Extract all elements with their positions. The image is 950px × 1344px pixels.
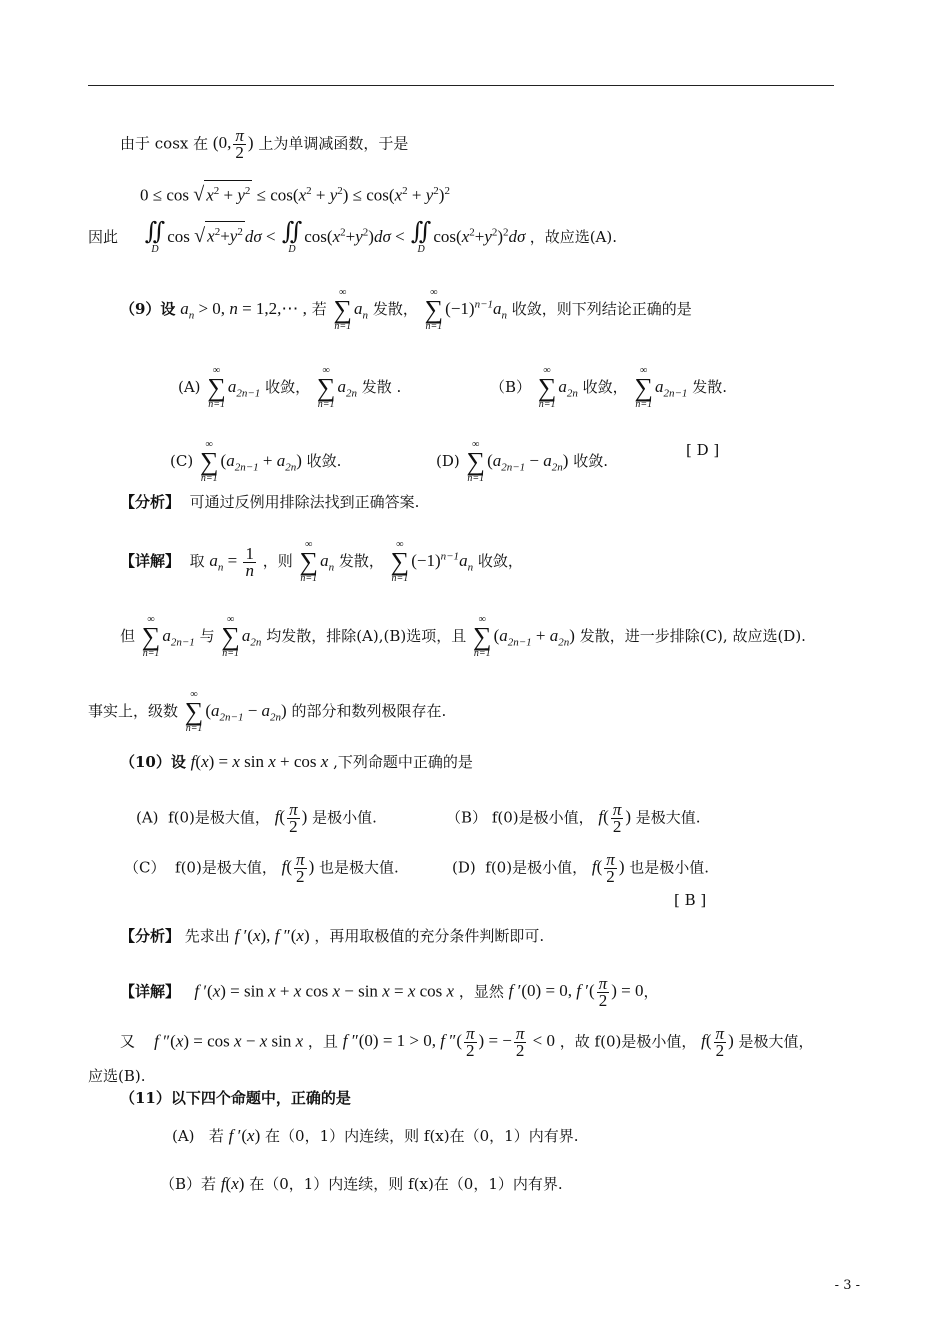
option-9b: （B） ∞ ∑ n=1 $a_{2n}$ 收敛， ∞ ∑ n=1 $a_{2n-1}$ 发散.	[490, 365, 727, 410]
answer-9: [ D ]	[686, 441, 720, 459]
solution-10-line3: 应选(B).	[88, 1067, 146, 1085]
page-number: - 3 -	[834, 1278, 860, 1293]
inequality: 0 ≤ cos √ $x^2 + y^2 \le \cos(x^2 + y^2) \le \cos(x^2 + y^2)^2$	[140, 180, 450, 206]
option-10d: (D) f(0)是极小值， f( $\frac{\pi}{2}$ ) 也是极小值.	[452, 850, 710, 886]
option-10a: (A) f(0)是极大值， f( $\frac{\pi}{2}$ ) 是极小值.	[136, 800, 377, 836]
option-9c: (C) ∞ ∑ n=1 $(a_{2n-1} + a_{2n})$ 收敛.	[170, 439, 342, 484]
option-9d: (D) ∞ ∑ n=1 $(a_{2n-1} - a_{2n})$ 收敛.	[436, 439, 608, 484]
question-10: （10）设 f(x) = x sin x + cos x ,下列命题中正确的是	[120, 752, 473, 771]
header-rule	[88, 85, 834, 86]
solution-10: 【详解】 f ′(x) = sin x + x cos x − sin x = x cos x ，显然 f ′(0) = 0, f ′( $\frac{\pi}{2}$ ) = 0，	[120, 974, 659, 1010]
solution-10-line2: 又 f ″(x) = cos x − x sin x ，且 f ″(0) = 1 > 0, f ″( $\frac{\pi}{2}$ ) = − $\frac{\pi}{2}$ < 0 ，故 f(0)是极小值， f( $\frac{\pi}{2}$ ) 是极大值，	[120, 1024, 814, 1060]
option-9a: (A) ∞ ∑ n=1 $a_{2n-1}$ 收敛， ∞ ∑ n=1 $a_{2n}$ 发散 .	[178, 365, 402, 410]
analysis-10: 【分析】 先求出 f ′(x), f ″(x) ，再用取极值的充分条件判断即可.	[120, 926, 545, 945]
solution-9-line3: 事实上，级数 ∞ ∑ n=1 $(a_{2n-1} - a_{2n})$ 的部分和数列极限存在.	[88, 689, 447, 734]
solution-9: 【详解】 取 $a_n$ = $\frac{1}{n}$ ，则 ∞ ∑ n=1 $a_n$ 发散， ∞ ∑ n=1 $(-1)^{n-1}a_n$ 收敛，	[120, 539, 523, 584]
option-11b: （B）若 f(x) 在（0，1）内连续，则 f(x)在（0，1）内有界.	[160, 1174, 563, 1193]
text-line: 因此 ∬ D cos √ $x^2+y^2$ dσ < ∬ D $\cos(x^2+y^2)d\sigma$ < ∬ D $\cos(x^2+y^2)^2d\sigma$ ，故应选(A).	[88, 219, 617, 255]
question-9: （9）设 $a_n > 0$, n = 1,2,⋯ , 若 ∞ ∑ n=1 $a_n$ 发散， ∞ ∑ n=1 $(-1)^{n-1}a_n$ 收敛，则下列结论正确的是	[120, 287, 692, 332]
option-10c: （C） f(0)是极大值， f( $\frac{\pi}{2}$ ) 也是极大值.	[124, 850, 399, 886]
text-line: 由于 cosx 在 (0, $\frac{\pi}{2}$ ) 上为单调减函数，于是	[120, 126, 409, 162]
solution-9-line2: 但 ∞ ∑ n=1 $a_{2n-1}$ 与 ∞ ∑ n=1 $a_{2n}$ 均发散，排除(A),(B)选项，且 ∞ ∑ n=1 $(a_{2n-1} + a_{2n})$ 发散，进一步排除(C), 故应选(D).	[120, 614, 806, 659]
option-11a: (A) 若 f ′(x) 在（0，1）内连续，则 f(x)在（0，1）内有界.	[172, 1126, 579, 1145]
option-10b: （B） f(0)是极小值， f( $\frac{\pi}{2}$ ) 是极大值.	[446, 800, 701, 836]
question-11: （11）以下四个命题中，正确的是	[120, 1089, 351, 1107]
analysis-9: 【分析】 可通过反例用排除法找到正确答案.	[120, 493, 420, 511]
answer-10: [ B ]	[674, 891, 707, 909]
